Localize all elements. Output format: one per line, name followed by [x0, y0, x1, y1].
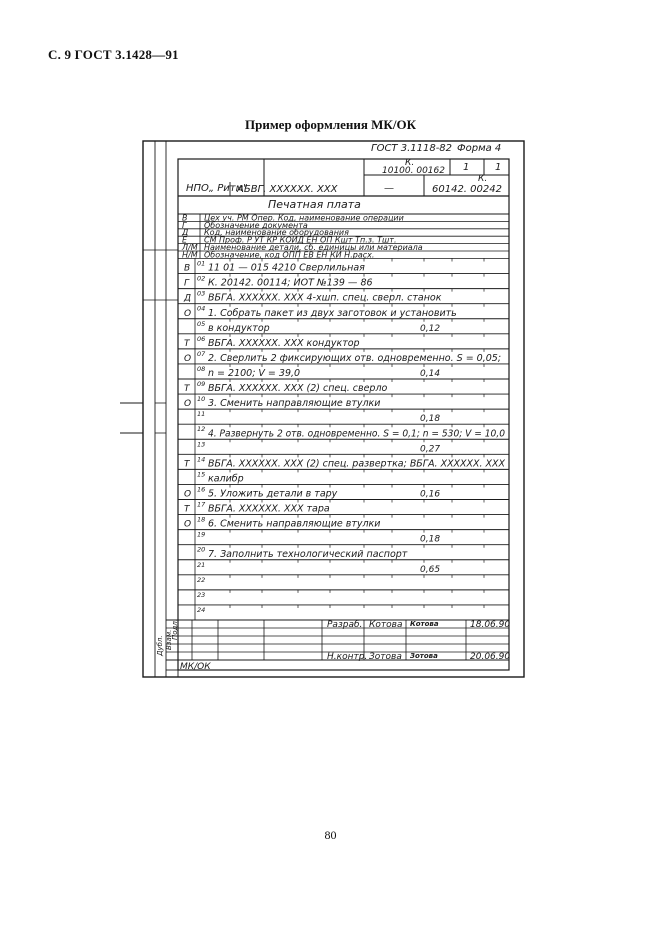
legend-prefix: Л/М	[182, 243, 198, 252]
side-label-podl: Подл.	[171, 618, 179, 640]
dash-field: —	[384, 183, 394, 194]
row-prefix: О	[184, 519, 192, 530]
row-prefix: О	[184, 489, 192, 500]
row-number: 15	[197, 470, 206, 479]
control-name: Зотова	[369, 652, 402, 662]
row-prefix: Т	[184, 338, 190, 349]
row-prefix: Т	[184, 459, 190, 470]
form-number: Форма 4	[457, 143, 502, 154]
document-code: АБВГ. XXXXXX. XXX	[237, 184, 338, 195]
legend-prefix: Е	[182, 235, 188, 245]
legend-text: Цех уч. РМ Опер. Код, наименование операции	[204, 213, 404, 223]
row-prefix: Т	[184, 504, 190, 515]
legend-text: Обозначение, код ОПП ЕВ ЕН КИ Н.расх.	[204, 250, 375, 260]
side-label-vzam: Взам.	[165, 629, 173, 650]
row-number: 14	[197, 455, 206, 464]
organization: НПО„ Ритм"	[186, 183, 248, 194]
row-number: 13	[197, 440, 206, 449]
row-time-value: 0,18	[420, 414, 441, 425]
side-label-dubl: Дубл.	[156, 635, 164, 656]
row-number: 16	[197, 485, 206, 494]
row-time-value: 0,18	[420, 534, 441, 545]
legend-text: Обозначение документа	[204, 220, 308, 230]
code-top: 10100. 00162	[382, 166, 445, 176]
row-time-value: 0,27	[420, 444, 441, 455]
row-number: 18	[197, 515, 206, 524]
row-text: ВБГА. XXXXXX. XXX тара	[208, 503, 330, 515]
k-right: К.	[478, 174, 488, 184]
sheet-number: 1	[495, 162, 502, 173]
row-number: 08	[197, 364, 206, 373]
row-number: 20	[197, 545, 206, 554]
k-top: К.	[405, 158, 415, 168]
row-number: 07	[197, 349, 206, 358]
row-text: 4. Развернуть 2 отв. одновременно. S = 0,1; n = 530; V = 10,0	[208, 428, 505, 440]
legend-text: Наименование детали, сб. единицы или материала	[204, 243, 423, 252]
standard-ref: ГОСТ 3.1118-82	[371, 143, 453, 154]
row-text: 3. Сменить направляющие втулки	[208, 398, 381, 410]
row-text: n = 2100; V = 39,0	[208, 368, 301, 379]
row-number: 19	[197, 530, 206, 539]
code-right: 60142. 00242	[432, 184, 502, 195]
row-time-value: 0,65	[420, 564, 441, 575]
legend-prefix: Г	[182, 220, 187, 230]
row-time-value: 0,12	[420, 323, 441, 334]
page-number: 80	[324, 828, 337, 842]
row-number: 12	[197, 425, 206, 434]
developer-date: 18.06.90	[470, 620, 511, 630]
row-number: 17	[197, 500, 206, 509]
row-text: ВБГА. XXXXXX. XXX (2) спец. развертка; ВБГА. XXXXXX. XXX	[208, 458, 506, 470]
operation-rows	[178, 259, 509, 621]
page-header: С. 9 ГОСТ 3.1428—91	[48, 47, 179, 62]
legend-prefix: Н/М	[182, 250, 198, 260]
column-legend	[178, 213, 509, 259]
sheet-count: 1	[463, 162, 470, 173]
row-number: 04	[197, 304, 206, 313]
row-text: ВБГА. XXXXXX. XXX 4-хшп. спец. сверл. станок	[208, 292, 442, 304]
row-time-value: 0,14	[420, 369, 441, 379]
control-signature: Зотова	[410, 652, 438, 660]
figure-caption: Пример оформления МК/ОК	[245, 117, 416, 132]
row-text: 2. Сверлить 2 фиксирующих отв. одновременно. S = 0,05;	[208, 352, 502, 364]
footer-form-code: МК/ОК	[180, 662, 211, 672]
row-number: 11	[197, 410, 206, 419]
legend-prefix: Д	[182, 228, 189, 238]
row-text: в кондуктор	[208, 322, 270, 334]
row-text: 6. Сменить направляющие втулки	[208, 518, 381, 530]
row-prefix: О	[184, 353, 192, 364]
row-prefix: О	[184, 399, 192, 410]
row-text: ВБГА. XXXXXX. XXX кондуктор	[208, 337, 360, 349]
control-role: Н.контр.	[327, 652, 368, 662]
control-date: 20.06.90	[470, 652, 511, 662]
row-number: 01	[197, 259, 206, 268]
row-number: 23	[197, 590, 206, 599]
row-number: 09	[197, 380, 206, 388]
row-text: 5. Уложить детали в тару	[208, 488, 338, 500]
developer-name: Котова	[369, 620, 403, 630]
row-text: ВБГА. XXXXXX. XXX (2) спец. сверло	[208, 383, 388, 395]
developer-role: Разраб.	[327, 620, 363, 630]
row-prefix: Д	[184, 293, 192, 304]
row-number: 03	[197, 289, 206, 298]
row-text: 7. Заполнить технологический паспорт	[208, 548, 408, 560]
row-number: 24	[197, 605, 206, 614]
legend-text: Код, наименование оборудования	[204, 228, 349, 238]
legend-text: СМ Проф. Р УТ КР КОИД ЕН ОП Кшт Тп.з. Тшт.	[204, 235, 397, 245]
row-prefix: О	[184, 308, 192, 319]
product-name: Печатная плата	[268, 198, 361, 211]
row-text: 11 01 — 015 4210 Сверлильная	[208, 262, 365, 274]
row-number: 22	[197, 575, 206, 584]
signature-block	[156, 619, 510, 677]
row-number: 21	[197, 560, 206, 569]
row-prefix: Г	[184, 278, 190, 289]
row-text: К. 20142. 00114; ИОТ №139 — 86	[208, 277, 373, 289]
form-header-block	[178, 143, 509, 214]
row-number: 10	[197, 395, 206, 404]
legend-prefix: В	[182, 213, 188, 223]
row-prefix: В	[184, 263, 191, 274]
row-text: калибр	[208, 473, 244, 485]
row-text: 1. Собрать пакет из двух заготовок и установить	[208, 307, 457, 319]
row-time-value: 0,16	[420, 489, 441, 500]
row-prefix: Т	[184, 384, 190, 395]
row-number: 05	[197, 319, 206, 328]
row-number: 02	[197, 274, 206, 283]
row-number: 06	[197, 334, 206, 343]
developer-signature: Котова	[410, 620, 439, 628]
